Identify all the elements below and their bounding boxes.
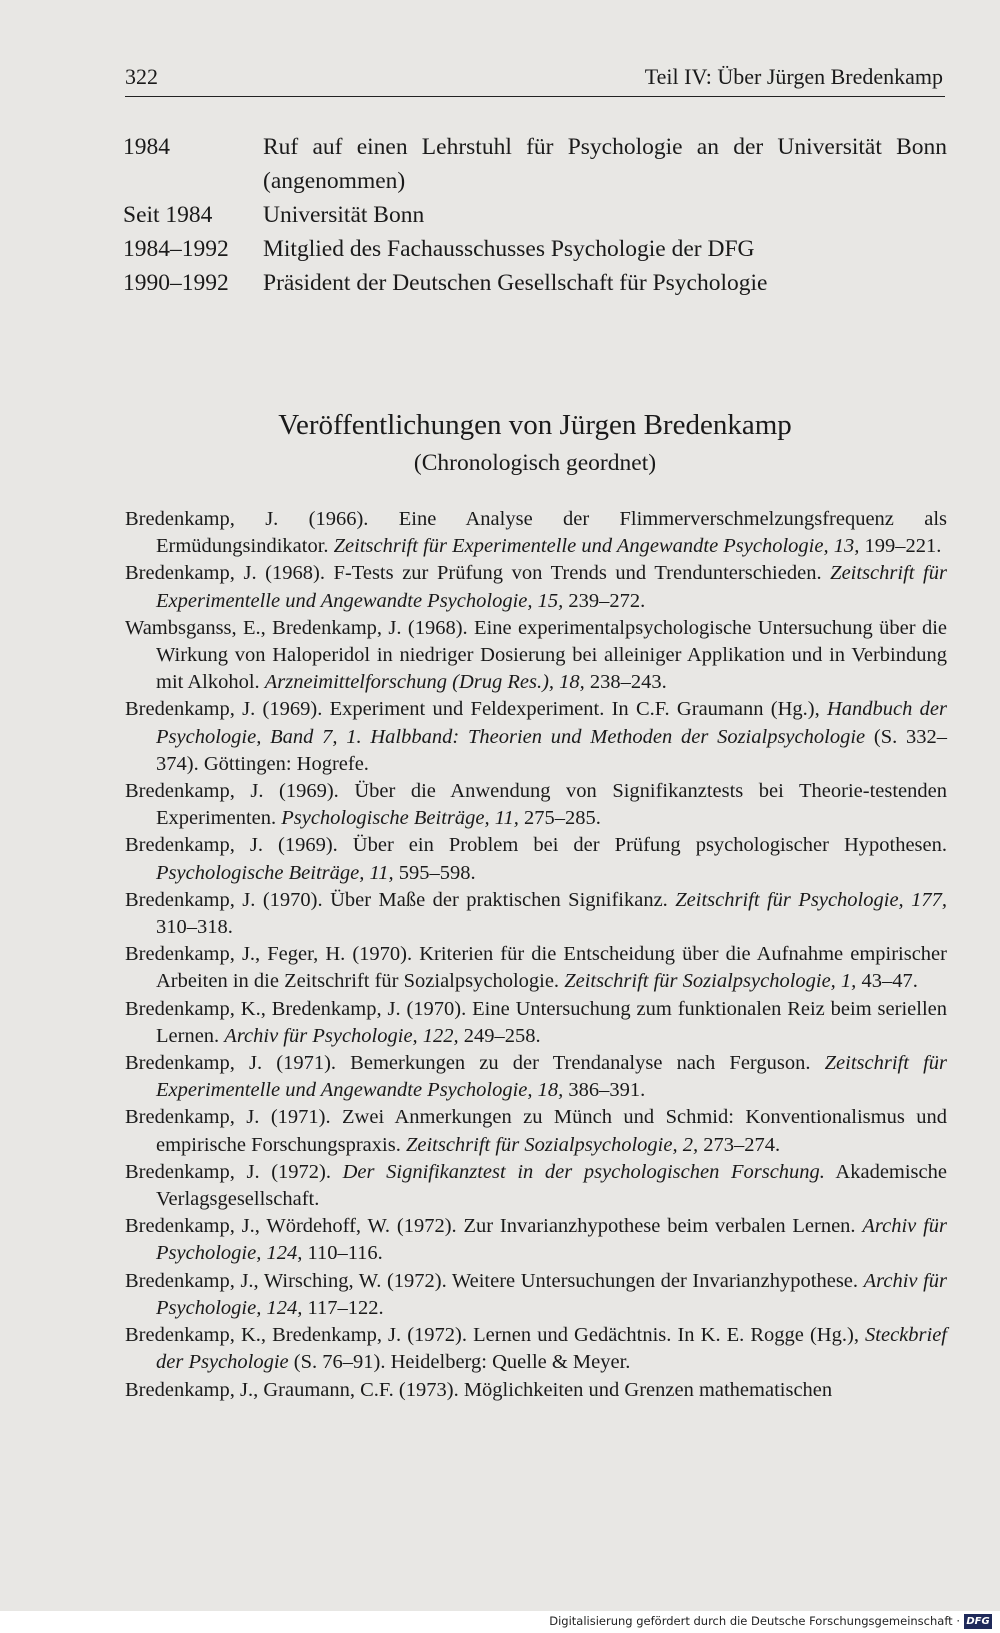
ref-source: Psychologische Beiträge, 11, xyxy=(156,861,394,884)
reference-entry xyxy=(125,778,947,832)
reference-entry xyxy=(125,1050,947,1104)
ref-text: Bredenkamp, J. (1970). Über Maße der praktischen Signifikanz. xyxy=(125,888,676,911)
ref-pages: 275–285. xyxy=(518,807,601,830)
ref-source: Zeitschrift für Experimentelle und Angewandte Psychologie, 15, xyxy=(156,562,947,612)
reference-entry xyxy=(125,560,947,614)
ref-pages: (S. 76–91). Heidelberg: Quelle & Meyer. xyxy=(288,1351,631,1374)
ref-source: Der Signifikanztest in der psychologischen Forschung. xyxy=(342,1160,825,1183)
reference-entry xyxy=(125,996,947,1050)
page-number: 322 xyxy=(125,64,158,89)
reference-entry xyxy=(125,1159,947,1213)
reference-entry xyxy=(125,1268,947,1322)
ref-source: Arzneimittelforschung (Drug Res.), 18, xyxy=(264,671,585,694)
ref-text: Bredenkamp, J. (1969). Über die Anwendung von Signifikanztests bei Theorie-testenden Experimenten. xyxy=(125,780,947,830)
ref-text: Bredenkamp, K., Bredenkamp, J. (1972). Lernen und Gedächtnis. In K. E. Rogge (Hg.), xyxy=(125,1324,866,1347)
ref-text: Bredenkamp, J. (1969). Experiment und Feldexperiment. In C.F. Graumann (Hg.), xyxy=(125,698,827,721)
ref-pages: 249–258. xyxy=(458,1024,541,1047)
ref-pages: 110–116. xyxy=(302,1242,383,1265)
ref-pages: 595–598. xyxy=(393,861,476,884)
ref-source: Zeitschrift für Sozialpsychologie, 2, xyxy=(405,1133,699,1156)
dfg-logo: DFG xyxy=(964,1614,992,1629)
ref-pages: Akademische Verlagsgesellschaft. xyxy=(156,1160,947,1211)
ref-pages: 199–221. xyxy=(859,535,942,558)
ref-source: Psychologische Beiträge, 11, xyxy=(281,807,519,830)
ref-source: Steckbrief der Psychologie xyxy=(156,1324,947,1374)
cv-row xyxy=(123,198,947,232)
section-subtitle: (Chronologisch geordnet) xyxy=(413,450,657,476)
cv-text: Universität Bonn xyxy=(263,202,425,228)
ref-text: Bredenkamp, K., Bredenkamp, J. (1970). Eine Untersuchung zum funktionalen Reiz beim seriellen Lernen. xyxy=(125,997,947,1047)
ref-text: Bredenkamp, J. (1971). Zwei Anmerkungen zu Münch und Schmid: Konventionalismus und empirische Forschungspraxis. xyxy=(125,1106,947,1156)
ref-text: Bredenkamp, J., Wirsching, W. (1972). Weitere Untersuchungen der Invarianzhypothese. xyxy=(125,1269,864,1292)
footer-credit: Digitalisierung gefördert durch die Deutsche Forschungsgemeinschaft · xyxy=(549,1614,960,1628)
cv-list xyxy=(123,130,947,300)
cv-year: Seit 1984 xyxy=(123,202,213,228)
reference-entry xyxy=(125,941,947,995)
ref-text: Bredenkamp, J., Feger, H. (1970). Kriterien für die Entscheidung über die Aufnahme empirischer Arbeiten in die Zeitschrift für Sozialpsychologie. xyxy=(125,943,947,993)
reference-entry xyxy=(125,506,947,560)
reference-entry xyxy=(125,1322,947,1376)
page-header xyxy=(125,62,945,97)
cv-year: 1990–1992 xyxy=(123,270,229,296)
ref-pages: 386–391. xyxy=(563,1079,646,1102)
ref-pages: 117–122. xyxy=(302,1296,384,1319)
ref-pages: 43–47. xyxy=(856,970,918,993)
ref-source: Zeitschrift für Sozialpsychologie, 1, xyxy=(564,970,857,993)
reference-entry xyxy=(125,615,947,697)
ref-text: Wambsganss, E., Bredenkamp, J. (1968). Eine experimentalpsychologische Untersuchung über die Wirkung von Haloperidol in niedriger Dosierung bei alleiniger Applikation und in Verbindung mit Alkohol. xyxy=(125,616,947,694)
cv-row xyxy=(123,130,947,198)
section-title: Veröffentlichungen von Jürgen Bredenkamp xyxy=(278,409,792,441)
ref-source: Handbuch der Psychologie, Band 7, 1. Halbband: Theorien und Methoden der Sozialpsychologie xyxy=(156,698,947,748)
ref-pages: 273–274. xyxy=(698,1133,781,1156)
ref-text: Bredenkamp, J. (1971). Bemerkungen zu der Trendanalyse nach Ferguson. xyxy=(125,1052,825,1075)
cv-row xyxy=(123,266,947,300)
digitization-footer xyxy=(0,1611,1000,1633)
ref-source: Zeitschrift für Psychologie, 177, xyxy=(675,888,947,911)
reference-entry xyxy=(125,832,947,886)
ref-source: Zeitschrift für Experimentelle und Angewandte Psychologie, 13, xyxy=(333,535,860,558)
cv-text: Präsident der Deutschen Gesellschaft für Psychologie xyxy=(263,270,768,296)
reference-entry xyxy=(125,1104,947,1158)
ref-source: Archiv für Psychologie, 122, xyxy=(224,1024,459,1047)
ref-source: Archiv für Psychologie, 124, xyxy=(156,1269,947,1319)
ref-text: Bredenkamp, J. (1966). Eine Analyse der Flimmerverschmelzungsfrequenz als Ermüdungsindikator. xyxy=(125,508,947,558)
cv-year: 1984–1992 xyxy=(123,236,229,262)
ref-pages: (S. 332–374). Göttingen: Hogrefe. xyxy=(156,725,948,775)
reference-entry xyxy=(125,1213,947,1267)
ref-text: Bredenkamp, J. (1968). F-Tests zur Prüfung von Trends und Trendunterschieden. xyxy=(125,562,831,585)
reference-entry xyxy=(125,887,947,941)
ref-text: Bredenkamp, J., Graumann, C.F. (1973). Möglichkeiten und Grenzen mathematischen xyxy=(125,1378,833,1401)
ref-source: Zeitschrift für Experimentelle und Angewandte Psychologie, 18, xyxy=(156,1052,947,1102)
cv-text: Mitglied des Fachausschusses Psychologie der DFG xyxy=(263,236,755,262)
ref-pages: 238–243. xyxy=(584,671,667,694)
ref-text: Bredenkamp, J. (1969). Über ein Problem bei der Prüfung psychologischer Hypothesen. xyxy=(125,834,947,857)
ref-pages: 239–272. xyxy=(563,589,646,612)
cv-text: Ruf auf einen Lehrstuhl für Psychologie an der Universität Bonn (angenommen) xyxy=(263,134,947,194)
cv-year: 1984 xyxy=(123,134,170,160)
running-title: Teil IV: Über Jürgen Bredenkamp xyxy=(644,64,943,89)
ref-pages: 310–318. xyxy=(156,916,233,939)
ref-text: Bredenkamp, J., Wördehoff, W. (1972). Zur Invarianzhypothese beim verbalen Lernen. xyxy=(125,1215,863,1238)
cv-row xyxy=(123,232,947,266)
ref-text: Bredenkamp, J. (1972). xyxy=(125,1160,343,1183)
reference-entry xyxy=(125,696,947,778)
reference-list xyxy=(125,506,947,1404)
reference-entry xyxy=(125,1377,947,1404)
ref-source: Archiv für Psychologie, 124, xyxy=(156,1215,947,1265)
